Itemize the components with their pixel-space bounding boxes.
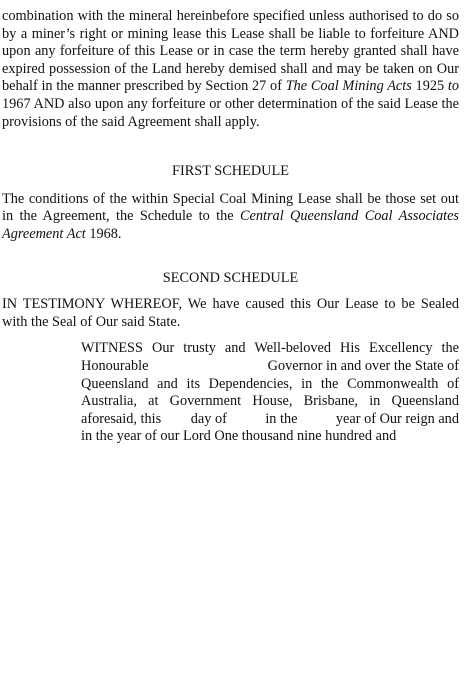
paragraph-text: 1968. bbox=[85, 225, 122, 242]
testimony-paragraph: IN TESTIMONY WHEREOF, We have caused this Our Lease to be Sealed with the Seal of Our said State. bbox=[2, 296, 459, 330]
document-page bbox=[2, 8, 459, 446]
first-schedule-heading: FIRST SCHEDULE bbox=[172, 163, 289, 180]
witness-text: Governor in and over the State of bbox=[267, 357, 459, 374]
second-schedule-heading: SECOND SCHEDULE bbox=[162, 269, 299, 286]
spacer bbox=[2, 244, 459, 270]
act-name: Central Queensland Coal Associates Agreement Act bbox=[2, 208, 459, 242]
spacer bbox=[2, 131, 459, 163]
spacer bbox=[2, 331, 459, 340]
paragraph-text: 1925 bbox=[411, 78, 448, 95]
witness-line-2 bbox=[81, 358, 459, 376]
paragraph-text: 1967 AND also upon any forfeiture or other determination of the said Lease the provisions of the said Agreement shall apply. bbox=[2, 95, 459, 130]
witness-line-5 bbox=[81, 411, 459, 429]
paragraph-text: The conditions of the within Special Coal Mining Lease shall be those set out in the Agreement, the Schedule to the bbox=[2, 190, 459, 225]
witness-text: day of bbox=[190, 410, 227, 427]
lease-forfeiture-paragraph bbox=[2, 8, 459, 131]
first-schedule-paragraph bbox=[2, 191, 459, 244]
witness-line-4: Australia, at Government House, Brisbane, in Queensland bbox=[81, 393, 459, 410]
act-connector: to bbox=[447, 78, 459, 95]
witness-text: aforesaid, this bbox=[81, 410, 162, 427]
witness-line-3: Queensland and its Dependencies, in the Commonwealth of bbox=[81, 375, 459, 392]
witness-block bbox=[81, 340, 459, 446]
witness-text: in the bbox=[265, 410, 298, 427]
act-name: The Coal Mining Acts bbox=[285, 78, 412, 95]
witness-text: Honourable bbox=[81, 357, 149, 374]
witness-text: year of Our reign and bbox=[335, 410, 459, 427]
spacer bbox=[2, 287, 459, 296]
paragraph-text: combination with the mineral hereinbefore specified unless authorised to do so by a miner’s right or mining lease this Lease shall be liable to forfeiture AND upon any forfeiture of this Lease or in case the term hereby granted shall have expired possession of the Land hereby demised shall and may be taken on Our behalf in the manner prescribed by Section 27 of bbox=[2, 8, 459, 95]
witness-line-1: WITNESS Our trusty and Well-beloved His Excellency the bbox=[81, 340, 459, 357]
spacer bbox=[2, 181, 459, 191]
witness-line-6: in the year of our Lord One thousand nine hundred and bbox=[81, 428, 397, 445]
